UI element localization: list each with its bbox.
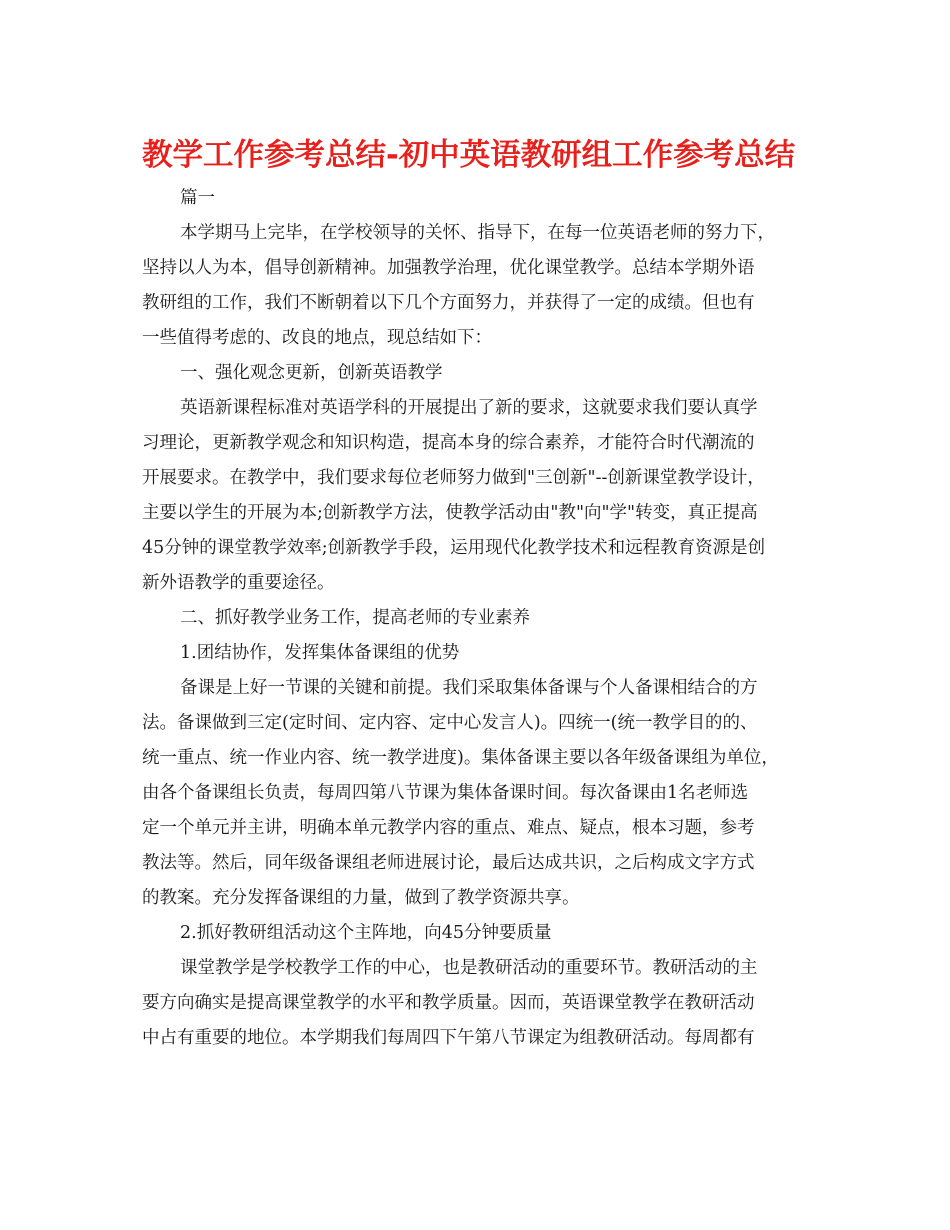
body-line: 英语新课程标准对英语学科的开展提出了新的要求，这就要求我们要认真学	[180, 398, 758, 418]
body-line: 主要以学生的开展为本;创新教学方法，使教学活动由"教"向"学"转变，真正提高	[142, 503, 758, 523]
body-line: 习理论，更新教学观念和知识构造，提高本身的综合素养，才能符合时代潮流的	[142, 433, 755, 453]
body-line: 一些值得考虑的、改良的地点，现总结如下：	[142, 328, 492, 348]
body-line: 二、抓好教学业务工作，提高老师的专业素养	[180, 608, 530, 628]
body-line: 统一重点、统一作业内容、统一教学进度)。集体备课主要以各年级备课组为单位，	[142, 748, 779, 768]
body-line: 篇一	[180, 188, 215, 208]
body-line: 由各个备课组长负责，每周四第八节课为集体备课时间。每次备课由1名老师选	[142, 783, 749, 803]
document-title: 教学工作参考总结-初中英语教研组工作参考总结	[142, 138, 796, 173]
body-line: 开展要求。在教学中，我们要求每位老师努力做到"三创新"--创新课堂教学设计，	[142, 468, 765, 488]
body-line: 的教案。充分发挥备课组的力量，做到了教学资源共享。	[142, 888, 580, 908]
body-line: 1.团结协作，发挥集体备课组的优势	[180, 643, 460, 663]
body-line: 要方向确实是提高课堂教学的水平和教学质量。因而，英语课堂教学在教研活动	[142, 993, 755, 1013]
body-line: 教研组的工作，我们不断朝着以下几个方面努力，并获得了一定的成绩。但也有	[142, 293, 755, 313]
body-line: 新外语教学的重要途径。	[142, 573, 335, 593]
body-line: 坚持以人为本，倡导创新精神。加强教学治理，优化课堂教学。总结本学期外语	[142, 258, 755, 278]
body-line: 45分钟的课堂教学效率;创新教学手段，运用现代化教学技术和远程教育资源是创	[142, 538, 766, 558]
body-line: 教法等。然后，同年级备课组老师进展讨论，最后达成共识，之后构成文字方式	[142, 853, 755, 873]
body-line: 本学期马上完毕，在学校领导的关怀、指导下，在每一位英语老师的努力下，	[180, 223, 775, 243]
body-line: 备课是上好一节课的关键和前提。我们采取集体备课与个人备课相结合的方	[180, 678, 758, 698]
body-line: 法。备课做到三定(定时间、定内容、定中心发言人)。四统一(统一教学目的的、	[142, 713, 758, 733]
body-line: 2.抓好教研组活动这个主阵地，向45分钟要质量	[180, 923, 552, 943]
body-line: 定一个单元并主讲，明确本单元教学内容的重点、难点、疑点，根本习题，参考	[142, 818, 755, 838]
body-line: 中占有重要的地位。本学期我们每周四下午第八节课定为组教研活动。每周都有	[142, 1028, 755, 1048]
body-line: 课堂教学是学校教学工作的中心，也是教研活动的重要环节。教研活动的主	[180, 958, 758, 978]
body-line: 一、强化观念更新，创新英语教学	[180, 363, 443, 383]
